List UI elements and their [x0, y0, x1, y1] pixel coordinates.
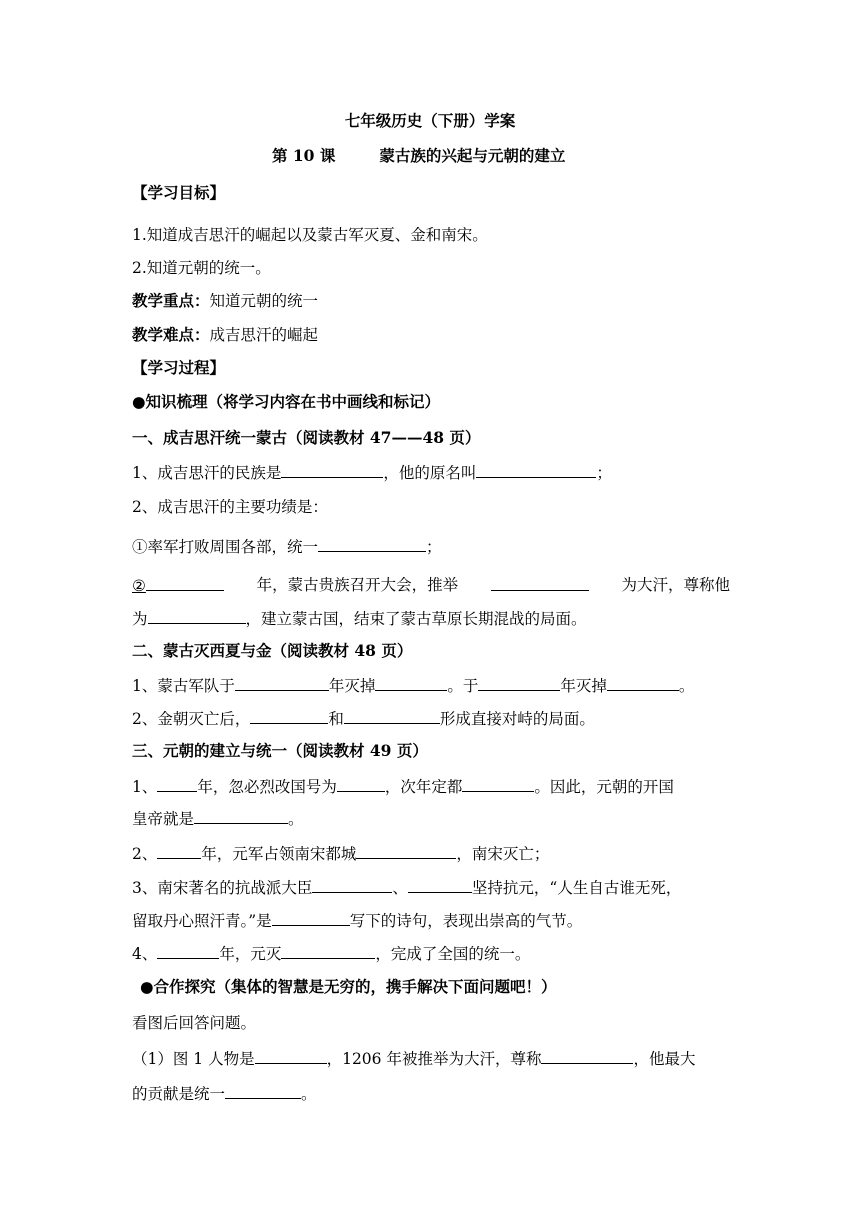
objective-item: 1.知道成吉思汗的崛起以及蒙古军灭夏、金和南宋。: [132, 226, 488, 244]
difficult-point: [132, 325, 732, 345]
objective-item: 2.知道元朝的统一。: [132, 259, 271, 277]
question-line: 留取丹心照汗青。”是 写下的诗句，表现出崇高的气节。: [132, 912, 583, 930]
answer-blank[interactable]: [157, 943, 219, 959]
answer-blank[interactable]: [337, 776, 385, 792]
answer-blank[interactable]: [344, 708, 440, 724]
answer-blank[interactable]: [272, 910, 350, 926]
question-line: 为 ，建立蒙古国，结束了蒙古草原长期混战的局面。: [132, 610, 587, 628]
answer-blank[interactable]: [478, 675, 560, 691]
question-line: 4、 年，元灭 ，完成了全国的统一。: [132, 945, 531, 963]
key-point-label: 教学重点：: [132, 291, 210, 310]
question-line: 1、成吉思汗的民族是 ，他的原名叫 ；: [132, 464, 612, 482]
question-line: 2、金朝灭亡后， 和 形成直接对峙的局面。: [132, 710, 595, 728]
question-line: 的贡献是统一 。: [132, 1085, 317, 1103]
lesson-title: 蒙古族的兴起与元朝的建立: [379, 146, 566, 165]
answer-blank[interactable]: [607, 675, 679, 691]
cooperation-heading: ●合作探究（集体的智慧是无穷的，携手解决下面问题吧！）: [140, 977, 557, 996]
answer-blank[interactable]: [146, 575, 224, 591]
answer-blank[interactable]: [250, 708, 328, 724]
document-title: 七年级历史（下册）学案: [344, 111, 516, 130]
question-line: 1、蒙古军队于 年灭掉 。于 年灭掉 。: [132, 677, 695, 695]
instruction-text: 看图后回答问题。: [132, 1014, 257, 1032]
question-line: 2、成吉思汗的主要功绩是：: [132, 498, 328, 516]
question-line: ①率军打败周围各部，统一 ；: [132, 538, 442, 556]
question-line: （1）图 1 人物是 ，1206 年被推举为大汗，尊称 ，他最大: [132, 1050, 696, 1068]
section-3-heading: 三、元朝的建立与统一（阅读教材 49 页）: [132, 741, 428, 760]
question-line: 皇帝就是 。: [132, 810, 304, 828]
answer-blank[interactable]: [541, 1048, 633, 1064]
section-2-heading: 二、蒙古灭西夏与金（阅读教材 48 页）: [132, 641, 413, 660]
answer-blank[interactable]: [194, 808, 288, 824]
answer-blank[interactable]: [157, 843, 201, 859]
objectives-heading: 【学习目标】: [132, 183, 226, 202]
key-point-text: 知道元朝的统一: [209, 292, 319, 310]
answer-blank[interactable]: [408, 877, 472, 893]
answer-blank[interactable]: [312, 877, 392, 893]
question-line: ② 年，蒙古贵族召开大会，推举 为大汗，尊称他: [132, 576, 730, 595]
answer-blank[interactable]: [281, 943, 375, 959]
process-heading: 【学习过程】: [132, 358, 226, 377]
answer-blank[interactable]: [491, 575, 589, 591]
question-line: 3、南宋著名的抗战派大臣 、 坚持抗元，“人生自古谁无死，: [132, 879, 682, 897]
lesson-heading: [272, 146, 860, 166]
difficult-point-text: 成吉思汗的崛起: [209, 326, 319, 344]
answer-blank[interactable]: [318, 536, 426, 552]
answer-blank[interactable]: [462, 776, 534, 792]
answer-blank[interactable]: [281, 462, 383, 478]
key-point: [132, 291, 732, 311]
answer-blank[interactable]: [476, 462, 596, 478]
answer-blank[interactable]: [157, 776, 197, 792]
answer-blank[interactable]: [356, 843, 456, 859]
answer-blank[interactable]: [255, 1048, 327, 1064]
section-1-heading: 一、成吉思汗统一蒙古（阅读教材 47——48 页）: [132, 428, 481, 447]
answer-blank[interactable]: [225, 1083, 301, 1099]
difficult-point-label: 教学难点：: [132, 325, 210, 344]
answer-blank[interactable]: [235, 675, 329, 691]
answer-blank[interactable]: [148, 608, 246, 624]
question-line: 2、 年，元军占领南宋都城 ，南宋灭亡；: [132, 845, 550, 863]
question-line: 1、 年，忽必烈改国号为 ，次年定都 。因此，元朝的开国: [132, 778, 674, 796]
knowledge-heading: ●知识梳理（将学习内容在书中画线和标记）: [132, 392, 441, 411]
answer-blank[interactable]: [375, 675, 447, 691]
lesson-number: 第 10 课: [272, 146, 336, 165]
